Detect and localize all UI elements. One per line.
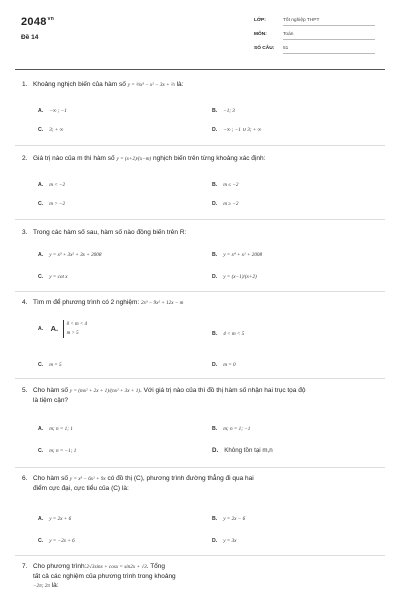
option-text: m; n = 1; −1 — [223, 426, 251, 432]
question-separator — [15, 291, 385, 292]
option-label: A. — [38, 516, 44, 522]
question-stem-end: . Với giá trị nào của thì đồ thị hàm số nhận hai trục tọa độ — [140, 387, 306, 394]
question-interval: −2π; 2π — [33, 583, 50, 589]
option-c[interactable] — [38, 360, 62, 370]
option-c[interactable] — [38, 536, 75, 546]
option-label: B. — [212, 108, 218, 114]
option-label: A. — [38, 426, 44, 432]
question-stem: Trong các hàm số sau, hàm số nào đồng biến trên R: — [33, 229, 187, 236]
option-label: A. — [38, 108, 44, 114]
option-c[interactable] — [38, 272, 68, 282]
option-label: D. — [212, 538, 218, 544]
question-stem: Cho hàm số — [33, 475, 69, 482]
brace-line-2: m > 5 — [66, 331, 79, 336]
option-text: m ≤ −2 — [223, 182, 239, 188]
option-label: D. — [212, 362, 218, 368]
option-label: A. — [38, 252, 44, 258]
option-label: D. — [212, 447, 219, 454]
option-label: A. — [38, 182, 44, 188]
option-label: B. — [212, 331, 218, 337]
question-separator — [15, 467, 385, 468]
option-d[interactable] — [212, 536, 236, 546]
option-text: m = 0 — [223, 362, 236, 368]
option-text: −1; 3 — [223, 108, 235, 114]
question-text — [33, 562, 378, 591]
question-stem-line-2: là tiệm cận? — [33, 397, 69, 404]
question-formula: y = ⅓x³ − x² − 3x + ⅔ — [127, 82, 175, 88]
option-text: 4 < m < 5 — [223, 331, 245, 337]
class-label: LỚP: — [254, 18, 266, 23]
option-a[interactable] — [38, 106, 67, 116]
brand-name: 2048 — [21, 16, 47, 28]
brand-suffix: vn — [47, 16, 55, 22]
question-3 — [22, 228, 378, 288]
option-a[interactable] — [38, 514, 71, 524]
option-c[interactable] — [38, 446, 76, 456]
option-label: D. — [212, 201, 218, 207]
option-label: A. — [38, 326, 44, 333]
subject-label: MÔN: — [254, 32, 267, 37]
question-text — [33, 80, 378, 90]
question-separator — [15, 555, 385, 556]
question-separator — [15, 145, 385, 146]
option-label: C. — [38, 274, 44, 280]
question-count-label: SỐ CÂU: — [254, 46, 275, 51]
option-prefix: A. — [50, 324, 59, 333]
option-text: −∞ ; −1 — [49, 108, 67, 114]
option-text: y = 3x — [223, 538, 237, 544]
question-formula: 2√3sinx + cosx = sin2x + √3 — [86, 564, 147, 570]
question-number: 1. — [22, 81, 28, 88]
option-b[interactable] — [212, 424, 250, 434]
header-divider — [15, 69, 385, 70]
option-text: −∞ ; −1 ∪ 3; + ∞ — [223, 127, 262, 133]
option-b[interactable] — [212, 329, 244, 339]
question-text — [33, 386, 378, 406]
option-text: y = cot x — [49, 274, 68, 280]
question-formula: y = (mx² + 2x + 1)/(nx² + 3x + 1) — [69, 388, 141, 394]
option-text — [63, 320, 87, 338]
question-text — [33, 298, 378, 308]
option-d[interactable] — [212, 272, 257, 282]
option-label: C. — [38, 362, 44, 368]
option-text: 3; + ∞ — [49, 127, 64, 133]
option-label: C. — [38, 448, 44, 454]
question-7 — [22, 562, 378, 598]
option-label: C. — [38, 127, 44, 133]
option-d[interactable] — [212, 125, 261, 135]
question-stem-line-3: là: — [51, 582, 59, 589]
question-stem-end: là: — [176, 81, 184, 88]
question-stem: Tìm m để phương trình có 2 nghiệm: — [33, 299, 140, 306]
question-6 — [22, 474, 378, 554]
option-b[interactable] — [212, 250, 262, 260]
question-stem-line-2: điểm cực đại, cực tiểu của (C) là: — [33, 485, 129, 492]
question-count-value: 51 — [283, 46, 375, 54]
option-label: D. — [212, 127, 218, 133]
option-a[interactable] — [38, 180, 65, 190]
option-label: B. — [212, 182, 218, 188]
question-number: 4. — [22, 299, 28, 306]
option-a[interactable] — [38, 250, 101, 260]
option-label: D. — [212, 274, 218, 280]
question-4 — [22, 298, 378, 376]
class-value: Tốt nghiệp THPT — [283, 18, 375, 26]
option-text: y = 2x − 6 — [223, 516, 246, 522]
question-number: 6. — [22, 475, 28, 482]
question-separator — [15, 378, 385, 379]
question-number: 7. — [22, 563, 28, 570]
question-formula: y = x³ − 6x² + 9x — [69, 476, 106, 482]
question-separator — [15, 219, 385, 220]
option-c[interactable] — [38, 199, 65, 209]
option-text: m = 5 — [49, 362, 62, 368]
exam-code: Đề 14 — [21, 34, 39, 41]
question-stem: Cho phương trình: — [33, 563, 87, 570]
question-text — [33, 474, 378, 494]
option-c[interactable] — [38, 125, 63, 135]
option-text: Không tồn tại m,n — [224, 447, 273, 454]
question-stem: Khoảng nghịch biến của hàm số — [33, 81, 126, 88]
question-2 — [22, 154, 378, 214]
option-label: B. — [212, 516, 218, 522]
option-b[interactable] — [212, 180, 238, 190]
question-stem-end: nghịch biến trên từng khoảng xác định: — [152, 155, 266, 162]
option-text: y = x³ + 3x² + 3x + 2008 — [49, 252, 102, 258]
question-stem-end: . Tổng — [146, 563, 166, 570]
brace-line-1: 0 < m < 4 — [66, 322, 87, 327]
question-number: 3. — [22, 229, 28, 236]
option-b[interactable] — [212, 106, 235, 116]
option-d[interactable] — [212, 360, 236, 370]
brand-logo — [21, 16, 54, 28]
option-text: m ≥ −2 — [223, 201, 239, 207]
question-text — [33, 154, 378, 164]
question-number: 2. — [22, 155, 28, 162]
option-label: B. — [212, 426, 218, 432]
option-text: m; n = 1; 1 — [49, 426, 73, 432]
option-label: B. — [212, 252, 218, 258]
option-text: m > −2 — [49, 201, 66, 207]
option-b[interactable] — [212, 514, 245, 524]
option-label: C. — [38, 201, 44, 207]
option-text: y = (x−1)/(x+2) — [223, 274, 257, 280]
question-stem-end: có đồ thị (C), phương trình đường thẳng đi qua hai — [107, 475, 254, 482]
question-stem-line-2: tất cả các nghiệm của phương trình trong khoảng — [33, 573, 176, 580]
question-stem: Giá trị nào của m thì hàm số — [33, 155, 115, 162]
question-stem: Cho hàm số — [33, 387, 69, 394]
question-formula: 2x³ − 9x² + 12x − m — [140, 300, 184, 306]
question-number: 5. — [22, 387, 28, 394]
question-text — [33, 228, 378, 238]
option-text: m; n = −1; 1 — [49, 448, 77, 454]
exam-header — [0, 0, 400, 70]
option-text: y = 2x + 6 — [49, 516, 72, 522]
question-1 — [22, 80, 378, 140]
question-formula: y = (x+2)/(x−m) — [116, 156, 152, 162]
question-5 — [22, 386, 378, 466]
option-text: m < −2 — [49, 182, 66, 188]
option-text: y = x⁴ + x² + 2008 — [223, 252, 263, 258]
option-d[interactable] — [212, 199, 238, 209]
option-a[interactable] — [38, 320, 87, 338]
option-a[interactable] — [38, 424, 73, 434]
subject-value: Toán — [283, 32, 375, 40]
option-label: C. — [38, 538, 44, 544]
option-d[interactable] — [212, 446, 273, 456]
option-text: y = −2x + 6 — [49, 538, 75, 544]
